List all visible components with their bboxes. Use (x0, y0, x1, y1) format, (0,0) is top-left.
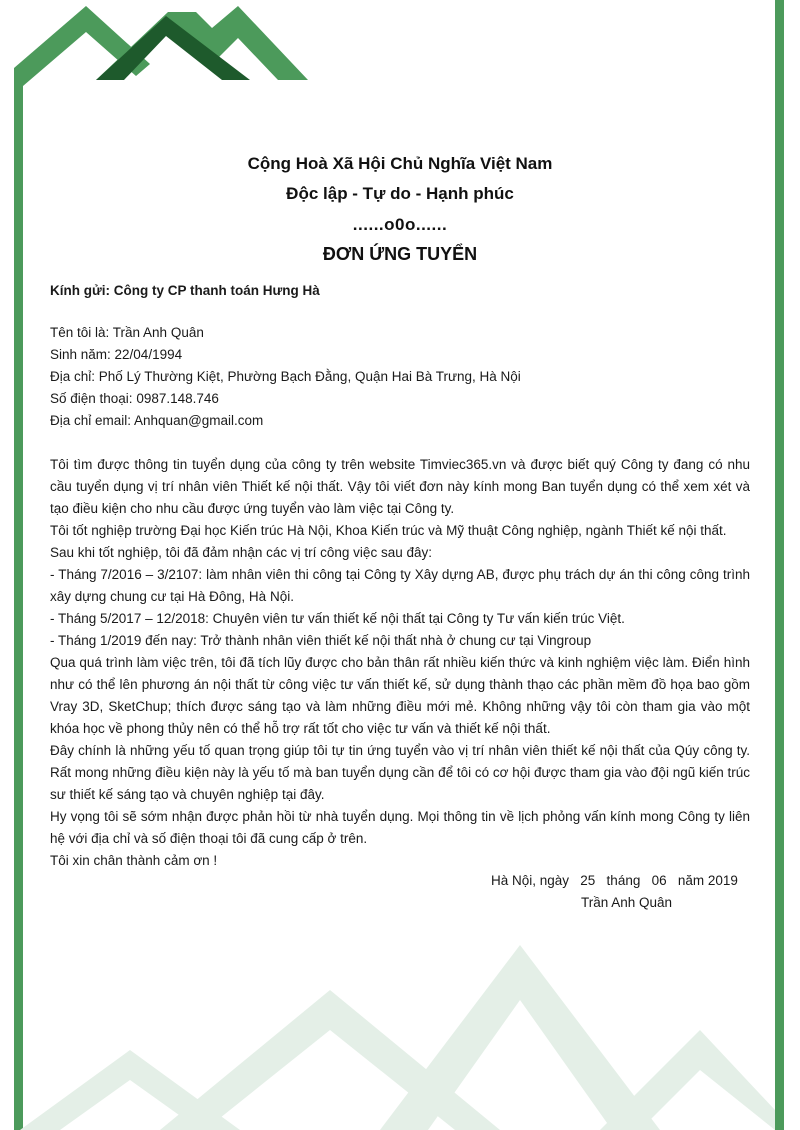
house-roof-logo-icon (0, 0, 310, 90)
personal-info (50, 322, 521, 432)
signer-name: Trần Anh Quân (581, 895, 673, 910)
paragraph-education: Tôi tốt nghiệp trường Đại học Kiến trúc Hà Nội, Khoa Kiến trúc và Mỹ thuật Công nghiệp, ngành Thiết kế nội thất. (50, 523, 727, 538)
paragraph-intro: Tôi tìm được thông tin tuyển dụng của công ty trên website Timviec365.vn và được biết quý Công ty đang có nhu cầu tuyển dụng vị trí nhân viên Thiết kế nội thất. Vậy tôi viết đơn này kính mong Ban tuyển dụng có thể xem xét và tạo điều kiện cho nhu cầu được ứng tuyển vào làm việc tại Công ty. (50, 457, 750, 516)
paragraph-closing: Hy vọng tôi sẽ sớm nhận được phản hồi từ nhà tuyển dụng. Mọi thông tin về lịch phỏng vấn kính mong Công ty liên hệ với địa chỉ và số điện thoại tôi đã cung cấp ở trên. (50, 809, 750, 846)
watermark-roof-icon (0, 920, 800, 1130)
info-address: Địa chỉ: Phố Lý Thường Kiệt, Phường Bạch Đằng, Quận Hai Bà Trưng, Hà Nội (50, 369, 521, 384)
paragraph-motivation: Đây chính là những yếu tố quan trọng giúp tôi tự tin ứng tuyển vào vị trí nhân viên thiết kế nội thất của Qúy công ty. Rất mong những điều kiện này là yếu tố mà ban tuyển dụng cần để tôi có cơ hội được tham gia vào đội ngũ kiến trúc sư thiết kế sáng tạo và chuyên nghiệp tại đây. (50, 743, 750, 802)
country-name-heading: Cộng Hoà Xã Hội Chủ Nghĩa Việt Nam (247, 154, 553, 173)
paragraph-skills: Qua quá trình làm việc trên, tôi đã tích lũy được cho bản thân rất nhiều kiến thức và kinh nghiệm việc làm. Điển hình như có thể lên phương án nội thất từ công việc tư vấn thiết kế, sử dụng thành thạo các phần mềm đồ họa bao gồm Vray 3D, SketChup; thích được sáng tạo và làm những điều mới mẻ. Không những vậy tôi còn tham gia vào một khóa học về phong thủy nên có thể hỗ trợ rất tốt cho việc tư vấn và thiết kế nội thất. (50, 655, 750, 736)
paragraph-thanks: Tôi xin chân thành cảm ơn ! (50, 853, 218, 868)
recipient-line: Kính gửi: Công ty CP thanh toán Hưng Hà (50, 283, 320, 298)
paragraph-experience-intro: Sau khi tốt nghiệp, tôi đã đảm nhận các vị trí công việc sau đây: (50, 545, 432, 560)
info-name: Tên tôi là: Trần Anh Quân (50, 325, 204, 340)
heading-separator: ......o0o...... (352, 215, 448, 234)
experience-item: - Tháng 5/2017 – 12/2018: Chuyên viên tư vấn thiết kế nội thất tại Công ty Tư vấn kiến trúc Việt. (50, 611, 625, 626)
experience-item: - Tháng 1/2019 đến nay: Trở thành nhân viên thiết kế nội thất nhà ở chung cư tại Vingroup (50, 633, 592, 648)
signature-date-line: Hà Nội, ngày 25 tháng 06 năm 2019 (491, 873, 738, 888)
info-phone: Số điện thoại: 0987.148.746 (50, 391, 219, 406)
motto-heading: Độc lập - Tự do - Hạnh phúc (286, 184, 514, 203)
experience-item: - Tháng 7/2016 – 3/2107: làm nhân viên thi công tại Công ty Xây dựng AB, được phụ trách dự án thi công công trình xây dựng chung cư tại Hà Đông, Hà Nội. (50, 567, 750, 604)
letter-body (50, 454, 750, 872)
info-birth-date: Sinh năm: 22/04/1994 (50, 347, 183, 362)
document-title: ĐƠN ỨNG TUYỂN (322, 244, 478, 264)
info-email: Địa chỉ email: Anhquan@gmail.com (50, 413, 264, 428)
